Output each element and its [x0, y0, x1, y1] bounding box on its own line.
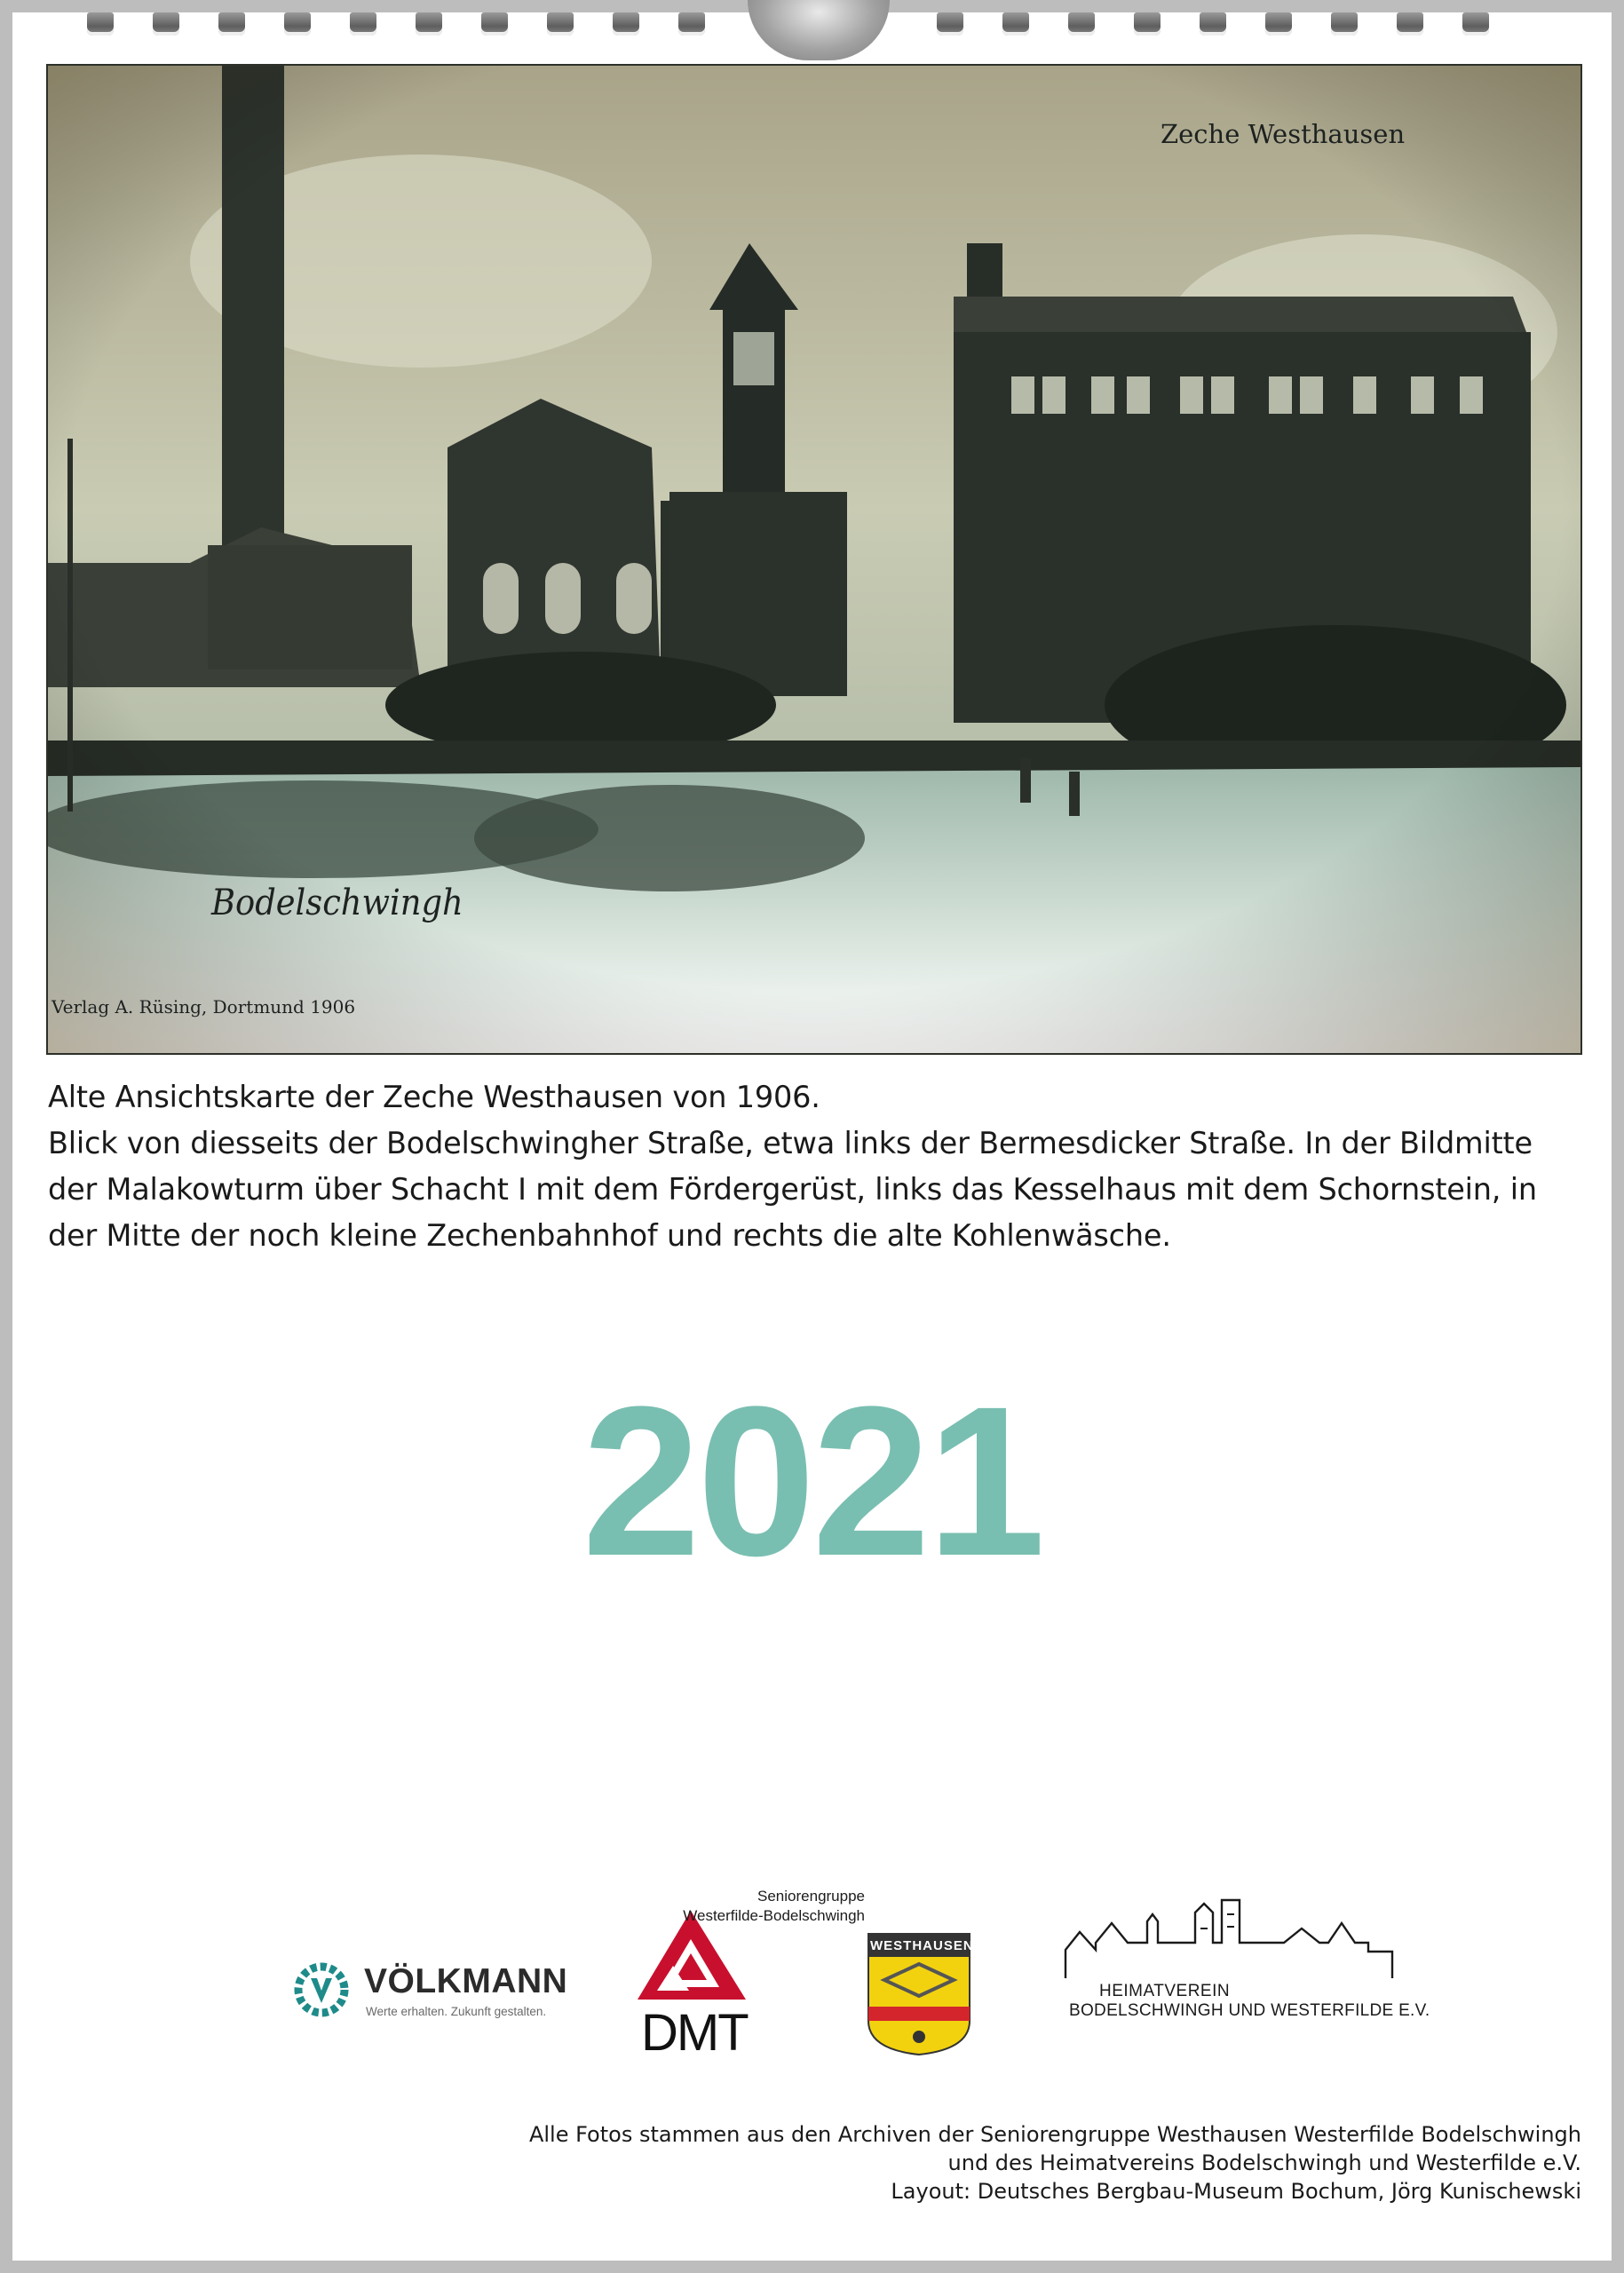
photo-caption [48, 1074, 1575, 1259]
calendar-year: 2021 [582, 1362, 1042, 1600]
binding-ring [218, 12, 245, 36]
credit-line: Alle Fotos stammen aus den Archiven der Seniorengruppe Westhausen Westerfilde Bodelschwingh [528, 2122, 1581, 2147]
credit-line: Layout: Deutsches Bergbau-Museum Bochum, Jörg Kunischewski [891, 2179, 1581, 2204]
gear-v-icon [289, 1959, 355, 2021]
binding-ring [1200, 12, 1226, 36]
voelkmann-tagline: Werte erhalten. Zukunft gestalten. [366, 2005, 547, 2018]
spiral-binding [0, 0, 1624, 62]
binding-ring [481, 12, 508, 36]
binding-ring [678, 12, 705, 36]
binding-ring [1462, 12, 1489, 36]
binding-ring [153, 12, 179, 36]
shield-label: WESTHAUSEN [870, 1938, 974, 1953]
castle-skyline-icon [1062, 1897, 1396, 1985]
westhausen-shield [867, 1932, 974, 2056]
binding-ring [284, 12, 311, 36]
hanger-hook [748, 0, 890, 60]
credit-line: und des Heimatvereins Bodelschwingh und Westerfilde e.V. [947, 2150, 1581, 2175]
caption-line: Alte Ansichtskarte der Zeche Westhausen von 1906. [48, 1080, 820, 1114]
voelkmann-logo [289, 1959, 582, 2021]
postcard-publisher: Verlag A. Rüsing, Dortmund 1906 [51, 996, 356, 1018]
binding-ring [613, 12, 639, 36]
binding-ring [547, 12, 574, 36]
heimatverein-logo [1062, 1897, 1430, 2026]
binding-ring [87, 12, 114, 36]
caption-line: Blick von diesseits der Bodelschwingher Straße, etwa links der Bermesdicker Straße. In der Bildmitte [48, 1126, 1533, 1160]
binding-ring [1134, 12, 1161, 36]
caption-line: der Mitte der noch kleine Zechenbahnhof und rechts die alte Kohlenwäsche. [48, 1218, 1171, 1253]
heimatverein-name: HEIMATVEREIN [1099, 1982, 1231, 2000]
seniorengruppe-label: Seniorengruppe [757, 1888, 865, 1905]
binding-ring [1397, 12, 1423, 36]
dmt-logo [638, 1907, 753, 2062]
binding-ring [416, 12, 442, 36]
postcard-place-name: Bodelschwingh [211, 883, 463, 923]
binding-ring [937, 12, 963, 36]
binding-ring [350, 12, 376, 36]
dmt-wordmark: DMT [641, 2004, 748, 2062]
seniorengruppe-location: Westerfilde-Bodelschwingh [683, 1907, 865, 1924]
voelkmann-wordmark: VÖLKMANN [364, 1962, 568, 2000]
binding-ring [1068, 12, 1095, 36]
binding-ring [1002, 12, 1029, 36]
binding-ring [1265, 12, 1292, 36]
postcard-title: Zeche Westhausen [1161, 119, 1406, 149]
heimatverein-location: BODELSCHWINGH UND WESTERFILDE E.V. [1069, 2001, 1430, 2020]
caption-line: der Malakowturm über Schacht I mit dem Fördergerüst, links das Kesselhaus mit dem Schornstein, in [48, 1172, 1537, 1207]
photo-credits [529, 2120, 1581, 2206]
historic-postcard-photo [46, 64, 1582, 1055]
binding-ring [1331, 12, 1358, 36]
